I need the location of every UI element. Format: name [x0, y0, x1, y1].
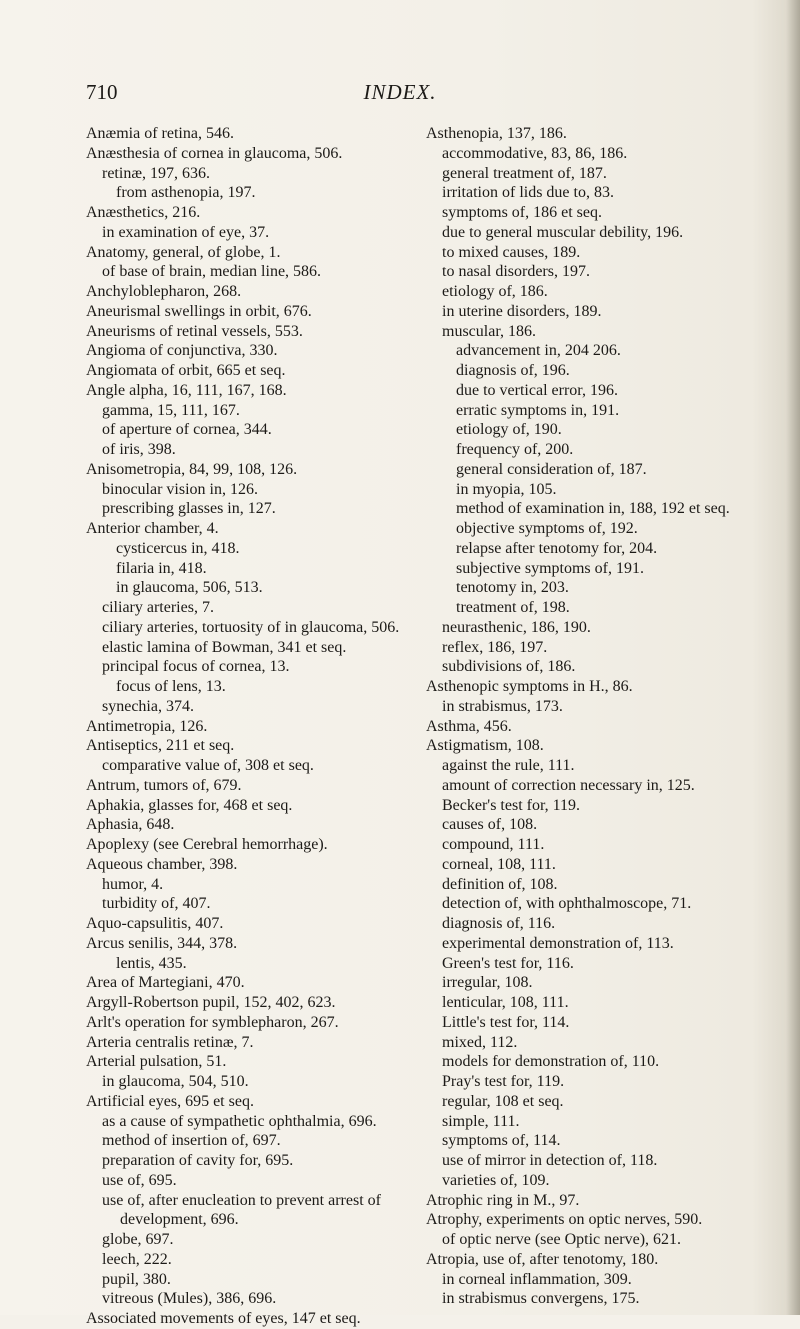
index-entry: in corneal inflammation, 309. [442, 1270, 632, 1288]
index-entry: Asthenopic symptoms in H., 86. [426, 678, 633, 695]
index-entry: Arterial pulsation, 51. [86, 1053, 227, 1071]
index-entry: detection of, with ophthalmoscope, 71. [442, 895, 692, 913]
index-entry: Apoplexy (see Cerebral hemorrhage). [86, 836, 328, 853]
index-entry: irritation of lids due to, 83. [442, 184, 614, 202]
index-entry: Becker's test for, 119. [442, 796, 581, 814]
index-entry: Artificial eyes, 695 et seq. [86, 1092, 254, 1110]
index-entry: due to general muscular debility, 196. [442, 223, 684, 241]
index-entry: Antiseptics, 211 et seq. [86, 737, 235, 755]
index-entry: Anæsthetics, 216. [86, 204, 201, 221]
index-entry: compound, 111. [442, 836, 545, 853]
index-entry: preparation of cavity for, 695. [102, 1152, 294, 1169]
index-entry: regular, 108 et seq. [442, 1092, 564, 1110]
index-entry: tenotomy in, 203. [456, 579, 569, 597]
index-entry: Area of Martegiani, 470. [86, 974, 245, 992]
index-entry: Aqueous chamber, 398. [86, 855, 238, 873]
index-entry: binocular vision in, 126. [102, 480, 258, 498]
index-entry: in examination of eye, 37. [102, 223, 270, 241]
index-entry: principal focus of cornea, 13. [102, 658, 290, 676]
index-entry: symptoms of, 114. [442, 1132, 561, 1150]
index-entry: Associated movements of eyes, 147 et seq. [86, 1310, 361, 1327]
index-entry: accommodative, 83, 86, 186. [442, 144, 628, 162]
index-entry: gamma, 15, 111, 167. [102, 401, 240, 419]
index-entry: causes of, 108. [442, 816, 538, 834]
index-entry: retinæ, 197, 636. [102, 164, 210, 182]
index-entry: Angioma of conjunctiva, 330. [86, 342, 278, 360]
index-entry: Anisometropia, 84, 99, 108, 126. [86, 460, 298, 478]
index-entry: to mixed causes, 189. [442, 243, 581, 261]
index-entry: ciliary arteries, tortuosity of in glaucoma, 506. [102, 618, 400, 636]
index-entry: in myopia, 105. [456, 480, 557, 498]
index-entry: varieties of, 109. [442, 1171, 550, 1189]
index-column-left [86, 124, 404, 1329]
index-entry: in glaucoma, 506, 513. [116, 579, 263, 597]
index-entry: Anterior chamber, 4. [86, 520, 219, 537]
index-entry: leech, 222. [102, 1250, 172, 1268]
page-header [0, 80, 800, 110]
running-head: INDEX. [363, 80, 437, 104]
index-entry: Aphasia, 648. [86, 816, 175, 834]
index-entry: corneal, 108, 111. [442, 855, 556, 873]
index-entry: of optic nerve (see Optic nerve), 621. [442, 1231, 682, 1248]
index-entry: amount of correction necessary in, 125. [442, 776, 695, 794]
index-entry: cysticercus in, 418. [116, 539, 240, 557]
index-entry: Asthenopia, 137, 186. [426, 125, 567, 142]
index-entry: globe, 697. [102, 1231, 174, 1248]
index-entry: focus of lens, 13. [116, 678, 226, 695]
index-entry: relapse after tenotomy for, 204. [456, 539, 658, 557]
index-entry: Anatomy, general, of globe, 1. [86, 243, 281, 261]
index-entry: Argyll-Robertson pupil, 152, 402, 623. [86, 994, 336, 1011]
index-entry: comparative value of, 308 et seq. [102, 757, 314, 774]
index-entry: Anchyloblepharon, 268. [86, 283, 242, 300]
index-entry: in uterine disorders, 189. [442, 302, 602, 320]
index-entry: Angiomata of orbit, 665 et seq. [86, 362, 286, 379]
index-entry: general consideration of, 187. [456, 460, 647, 478]
index-entry: method of examination in, 188, 192 et seq. [456, 500, 730, 518]
index-entry: ciliary arteries, 7. [102, 599, 214, 616]
index-entry: definition of, 108. [442, 875, 558, 893]
index-entry: frequency of, 200. [456, 441, 574, 458]
index-entry: symptoms of, 186 et seq. [442, 204, 602, 221]
index-entry: etiology of, 190. [456, 421, 562, 439]
index-entry: muscular, 186. [442, 322, 537, 340]
index-entry: of iris, 398. [102, 441, 176, 458]
index-entry: in strabismus convergens, 175. [442, 1290, 640, 1308]
index-entry: use of mirror in detection of, 118. [442, 1152, 658, 1169]
index-entry: Arteria centralis retinæ, 7. [86, 1033, 254, 1051]
index-entry: to nasal disorders, 197. [442, 263, 590, 281]
index-entry: Asthma, 456. [426, 717, 512, 735]
index-entry: Atrophic ring in M., 97. [426, 1191, 580, 1209]
index-entry: lenticular, 108, 111. [442, 994, 569, 1011]
index-entry: subjective symptoms of, 191. [456, 559, 644, 577]
index-column-right [426, 124, 764, 1309]
index-entry: turbidity of, 407. [102, 895, 211, 913]
index-entry: Antrum, tumors of, 679. [86, 776, 242, 794]
index-entry: general treatment of, 187. [442, 164, 607, 182]
index-entry: Antimetropia, 126. [86, 717, 208, 735]
index-entry: Green's test for, 116. [442, 954, 574, 972]
index-entry: Anæmia of retina, 546. [86, 125, 234, 142]
page-edge-shadow [786, 0, 800, 1315]
index-entry: prescribing glasses in, 127. [102, 500, 276, 518]
index-entry: Aneurismal swellings in orbit, 676. [86, 302, 312, 320]
index-entry: neurasthenic, 186, 190. [442, 618, 591, 636]
index-entry: diagnosis of, 116. [442, 915, 556, 932]
index-entry: from asthenopia, 197. [116, 184, 256, 202]
index-entry: pupil, 380. [102, 1270, 171, 1288]
index-entry: treatment of, 198. [456, 599, 570, 616]
index-entry: simple, 111. [442, 1112, 520, 1130]
index-entry: reflex, 186, 197. [442, 638, 548, 656]
index-entry: humor, 4. [102, 875, 164, 893]
index-entry: advancement in, 204 206. [456, 342, 621, 360]
index-entry: Little's test for, 114. [442, 1013, 570, 1031]
index-entry: as a cause of sympathetic ophthalmia, 696. [102, 1112, 377, 1130]
index-entry: use of, after enucleation to prevent arrest of development, 696. [102, 1191, 381, 1229]
index-entry: diagnosis of, 196. [456, 362, 570, 379]
index-entry: Arcus senilis, 344, 378. [86, 934, 238, 952]
index-entry: experimental demonstration of, 113. [442, 934, 674, 952]
index-entry: in glaucoma, 504, 510. [102, 1073, 249, 1090]
index-entry: method of insertion of, 697. [102, 1132, 281, 1150]
index-entry: due to vertical error, 196. [456, 381, 618, 399]
index-entry: of base of brain, median line, 586. [102, 263, 322, 281]
index-entry: elastic lamina of Bowman, 341 et seq. [102, 638, 347, 656]
index-entry: Atropia, use of, after tenotomy, 180. [426, 1250, 659, 1268]
index-entry: in strabismus, 173. [442, 697, 563, 715]
index-entry: of aperture of cornea, 344. [102, 421, 272, 439]
index-entry: Astigmatism, 108. [426, 737, 544, 755]
index-entry: models for demonstration of, 110. [442, 1053, 660, 1071]
index-entry: mixed, 112. [442, 1033, 518, 1051]
index-entry: Aphakia, glasses for, 468 et seq. [86, 796, 293, 814]
index-entry: etiology of, 186. [442, 283, 548, 300]
page-number: 710 [86, 80, 118, 104]
index-entry: filaria in, 418. [116, 559, 207, 577]
index-entry: erratic symptoms in, 191. [456, 401, 620, 419]
index-entry: synechia, 374. [102, 697, 194, 715]
index-entry: use of, 695. [102, 1171, 177, 1189]
index-entry: Atrophy, experiments on optic nerves, 590. [426, 1211, 703, 1229]
index-entry: subdivisions of, 186. [442, 658, 576, 676]
index-entry: Arlt's operation for symblepharon, 267. [86, 1013, 339, 1031]
index-entry: Pray's test for, 119. [442, 1073, 565, 1090]
index-entry: against the rule, 111. [442, 757, 575, 774]
index-entry: irregular, 108. [442, 974, 533, 992]
index-entry: vitreous (Mules), 386, 696. [102, 1290, 277, 1308]
index-entry: objective symptoms of, 192. [456, 520, 638, 537]
index-entry: Aneurisms of retinal vessels, 553. [86, 322, 303, 340]
index-entry: lentis, 435. [116, 954, 187, 972]
index-entry: Anæsthesia of cornea in glaucoma, 506. [86, 144, 343, 162]
index-entry: Angle alpha, 16, 111, 167, 168. [86, 381, 287, 399]
index-entry: Aquo-capsulitis, 407. [86, 915, 224, 932]
